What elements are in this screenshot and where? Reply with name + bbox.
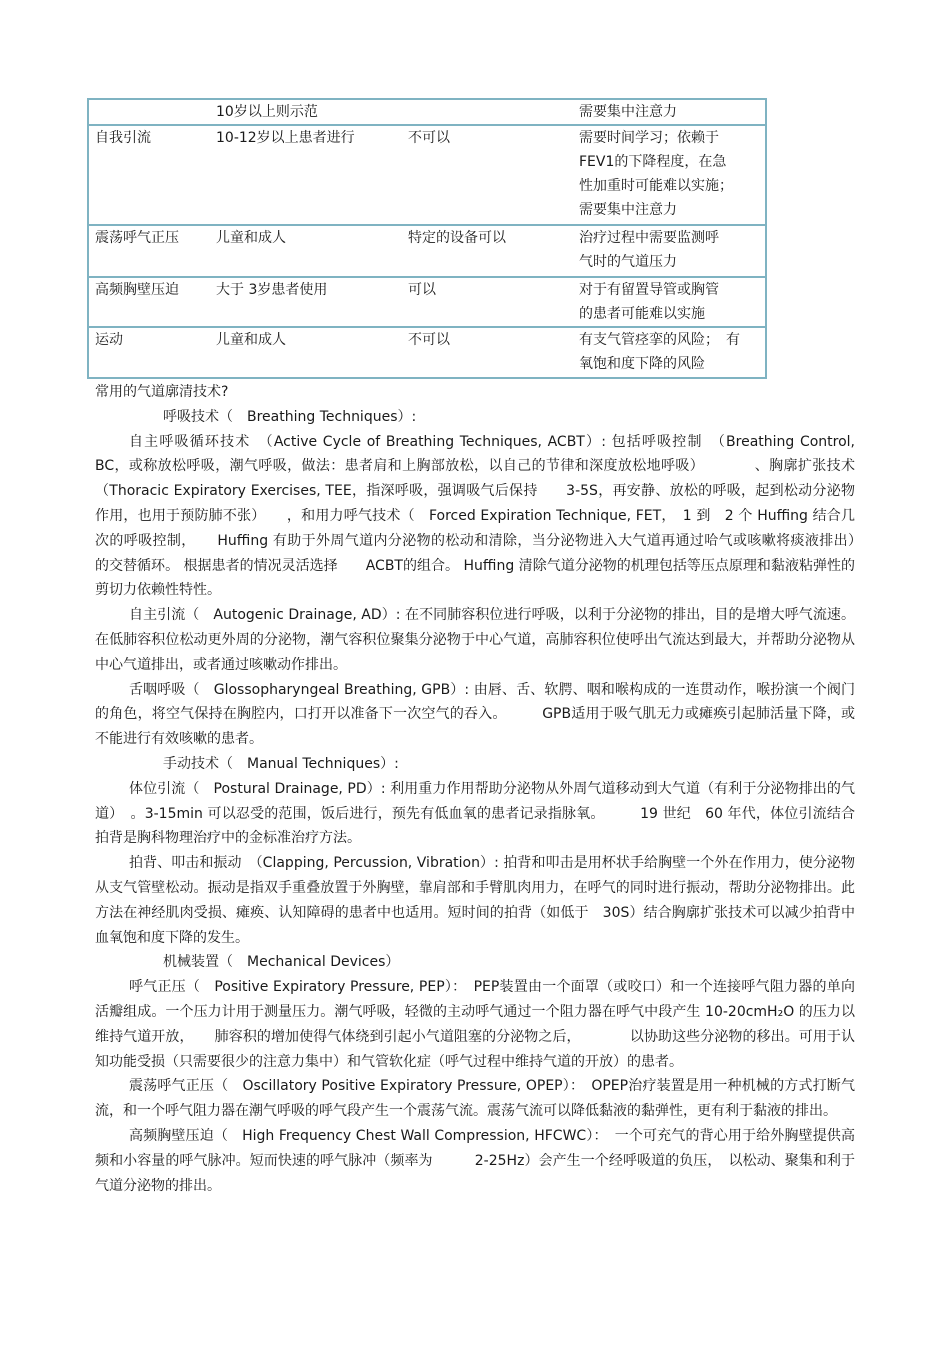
paragraph-acbt bbox=[95, 430, 869, 604]
cell-technique: 震荡呼气正压 bbox=[88, 225, 210, 277]
cell-device bbox=[402, 99, 573, 125]
issue-line: 的患者可能难以实施 bbox=[579, 306, 705, 322]
paragraph-pep bbox=[95, 975, 855, 1074]
paragraph-pep-text: 呼气正压（ Positive Expiratory Pressure, PEP）： PEP装置由一个面罩（或咬口）和一个连接呼气阻力器的单向活瓣组成。一个压力计用于测量压力。潮气呼吸，轻微的主动呼气通过一个阻力器在呼气中段产生 10-20cmH₂O 的压力以维持气道开放， 肺容积的增加使得气体绕到引起小气道阻塞的分泌物之后， 以协助这些分泌物的移出。可用于认知功能受损（只需要很少的注意力集中）和气管软化症（呼气过程中维持气道的开放）的患者。 bbox=[95, 979, 855, 1070]
cell-age: 10-12岁以上患者进行 bbox=[210, 125, 402, 225]
table-row bbox=[88, 99, 766, 125]
paragraph-pd bbox=[95, 777, 855, 851]
section-heading-mechanical: 机械装置（ Mechanical Devices） bbox=[163, 954, 400, 971]
cell-technique: 自我引流 bbox=[88, 125, 210, 225]
paragraph-cpv bbox=[95, 851, 855, 950]
paragraph-cpv-text: 拍背、叩击和振动 （Clapping, Percussion, Vibration）: 拍背和叩击是用杯状手给胸壁一个外在作用力，使分泌物从支气管壁松动。振动是指双手重叠放置于外胸壁，靠肩部和手臂肌肉用力，在呼气的同时进行振动，帮助分泌物排出。此方法在神经肌肉受损、瘫痪、认知障碍的患者中也适用。短时间的拍背（如低于 30S）结合胸廓扩张技术可以减少拍背中血氧饱和度下降的发生。 bbox=[95, 855, 855, 946]
issue-line: 需要集中注意力 bbox=[579, 202, 677, 218]
paragraph-acbt-text: 自主呼吸循环技术 （Active Cycle of Breathing Techniques, ACBT）: 包括呼吸控制 （Breathing Control, BC，或称放松呼吸，潮气呼吸，做法：患者肩和上胸部放松，以自己的节律和深度放松地呼吸） 、胸廓扩张技术（Thoracic Expiratory Exercises, TEE，指深呼吸，强调吸气后保持 3-5S，再安静、放松的呼吸，起到松动分泌物作用，也用于预防肺不张） ，和用力呼气技术（ Forced Expiration Technique, FET， 1 到 2 个 Huffing 结合几次的呼吸控制， Huffing 有助于外周气道内分泌物的松动和清除，当分泌物进入大气道再通过哈气或咳嗽将痰液排出） 的交替循环。 根据患者的情况灵活选择 ACBT的组合。 Huffing 清除气道分泌物的机理包括等压点原理和黏液粘弹性的剪切力依赖性特性。 bbox=[95, 433, 869, 599]
paragraph-gpb-text: 舌咽呼吸（ Glossopharyngeal Breathing, GPB）: 由唇、舌、软腭、咽和喉构成的一连贯动作，喉扮演一个阀门的角色，将空气保持在胸腔内，口打开以准备下一次空气的吞入。 GPB适用于吸气肌无力或瘫痪引起肺活量下降，或不能进行有效咳嗽的患者。 bbox=[95, 681, 855, 748]
paragraph-ad bbox=[95, 603, 855, 677]
question-heading: 常用的气道廓清技术? bbox=[95, 384, 229, 400]
section-heading-manual: 手动技术（ Manual Techniques）: bbox=[163, 755, 399, 772]
paragraph-opep-text: 震荡呼气正压（ Oscillatory Positive Expiratory Pressure, OPEP）： OPEP治疗装置是用一种机械的方式打断气流，和一个呼气阻力器在潮气呼吸的呼气段产生一个震荡气流。震荡气流可以降低黏液的黏弹性，更有利于黏液的排出。 bbox=[95, 1078, 855, 1120]
body-text bbox=[95, 380, 869, 1198]
issue-line: 需要集中注意力 bbox=[579, 104, 677, 120]
airway-clearance-table bbox=[87, 98, 767, 379]
cell-issues bbox=[573, 99, 766, 125]
cell-age: 10岁以上则示范 bbox=[210, 99, 402, 125]
cell-device: 不可以 bbox=[402, 125, 573, 225]
issue-line: 对于有留置导管或胸管 bbox=[579, 282, 719, 298]
cell-issues bbox=[573, 327, 766, 378]
issue-line: 气时的气道压力 bbox=[579, 254, 677, 270]
cell-age: 儿童和成人 bbox=[210, 327, 402, 378]
section-heading-breathing: 呼吸技术（ Breathing Techniques）: bbox=[163, 408, 417, 425]
table-row bbox=[88, 225, 766, 277]
issue-line: 治疗过程中需要监测呼 bbox=[579, 230, 719, 246]
issue-line: 性加重时可能难以实施； bbox=[579, 178, 733, 194]
paragraph-opep bbox=[95, 1074, 855, 1124]
issue-line: FEV1的下降程度，在急 bbox=[579, 154, 727, 170]
paragraph-gpb bbox=[95, 678, 855, 752]
table-row bbox=[88, 327, 766, 378]
cell-technique: 运动 bbox=[88, 327, 210, 378]
cell-age: 大于 3岁患者使用 bbox=[210, 277, 402, 327]
issue-line: 需要时间学习；依赖于 bbox=[579, 130, 719, 146]
cell-issues bbox=[573, 125, 766, 225]
cell-technique: 高频胸壁压迫 bbox=[88, 277, 210, 327]
cell-issues bbox=[573, 277, 766, 327]
issue-line: 有支气管痉挛的风险； 有 bbox=[579, 332, 740, 348]
cell-issues bbox=[573, 225, 766, 277]
issue-line: 氧饱和度下降的风险 bbox=[579, 356, 705, 372]
paragraph-hfcwc bbox=[95, 1124, 855, 1198]
paragraph-hfcwc-text: 高频胸壁压迫（ High Frequency Chest Wall Compression, HFCWC）： 一个可充气的背心用于给外胸壁提供高频和小容量的呼气脉冲。短而快速的呼气脉冲（频率为 2-25Hz）会产生一个经呼吸道的负压， 以松动、聚集和利于气道分泌物的排出。 bbox=[95, 1127, 855, 1194]
cell-device: 特定的设备可以 bbox=[402, 225, 573, 277]
table-row bbox=[88, 125, 766, 225]
table-row bbox=[88, 277, 766, 327]
paragraph-pd-text: 体位引流（ Postural Drainage, PD）: 利用重力作用帮助分泌物从外周气道移动到大气道（有利于分泌物排出的气道） 。3-15min 可以忍受的范围，饭后进行，预先有低血氧的患者记录指脉氧。 19 世纪 60 年代，体位引流结合拍背是胸科物理治疗中的金标准治疗方法。 bbox=[95, 780, 855, 847]
cell-device: 可以 bbox=[402, 277, 573, 327]
cell-age: 儿童和成人 bbox=[210, 225, 402, 277]
cell-device: 不可以 bbox=[402, 327, 573, 378]
paragraph-ad-text: 自主引流（ Autogenic Drainage, AD）: 在不同肺容积位进行呼吸，以利于分泌物的排出，目的是增大呼气流速。在低肺容积位松动更外周的分泌物，潮气容积位聚集分泌物于中心气道，高肺容积位使呼出气流达到最大，并帮助分泌物从中心气道排出，或者通过咳嗽动作排出。 bbox=[95, 607, 855, 673]
cell-technique bbox=[88, 99, 210, 125]
